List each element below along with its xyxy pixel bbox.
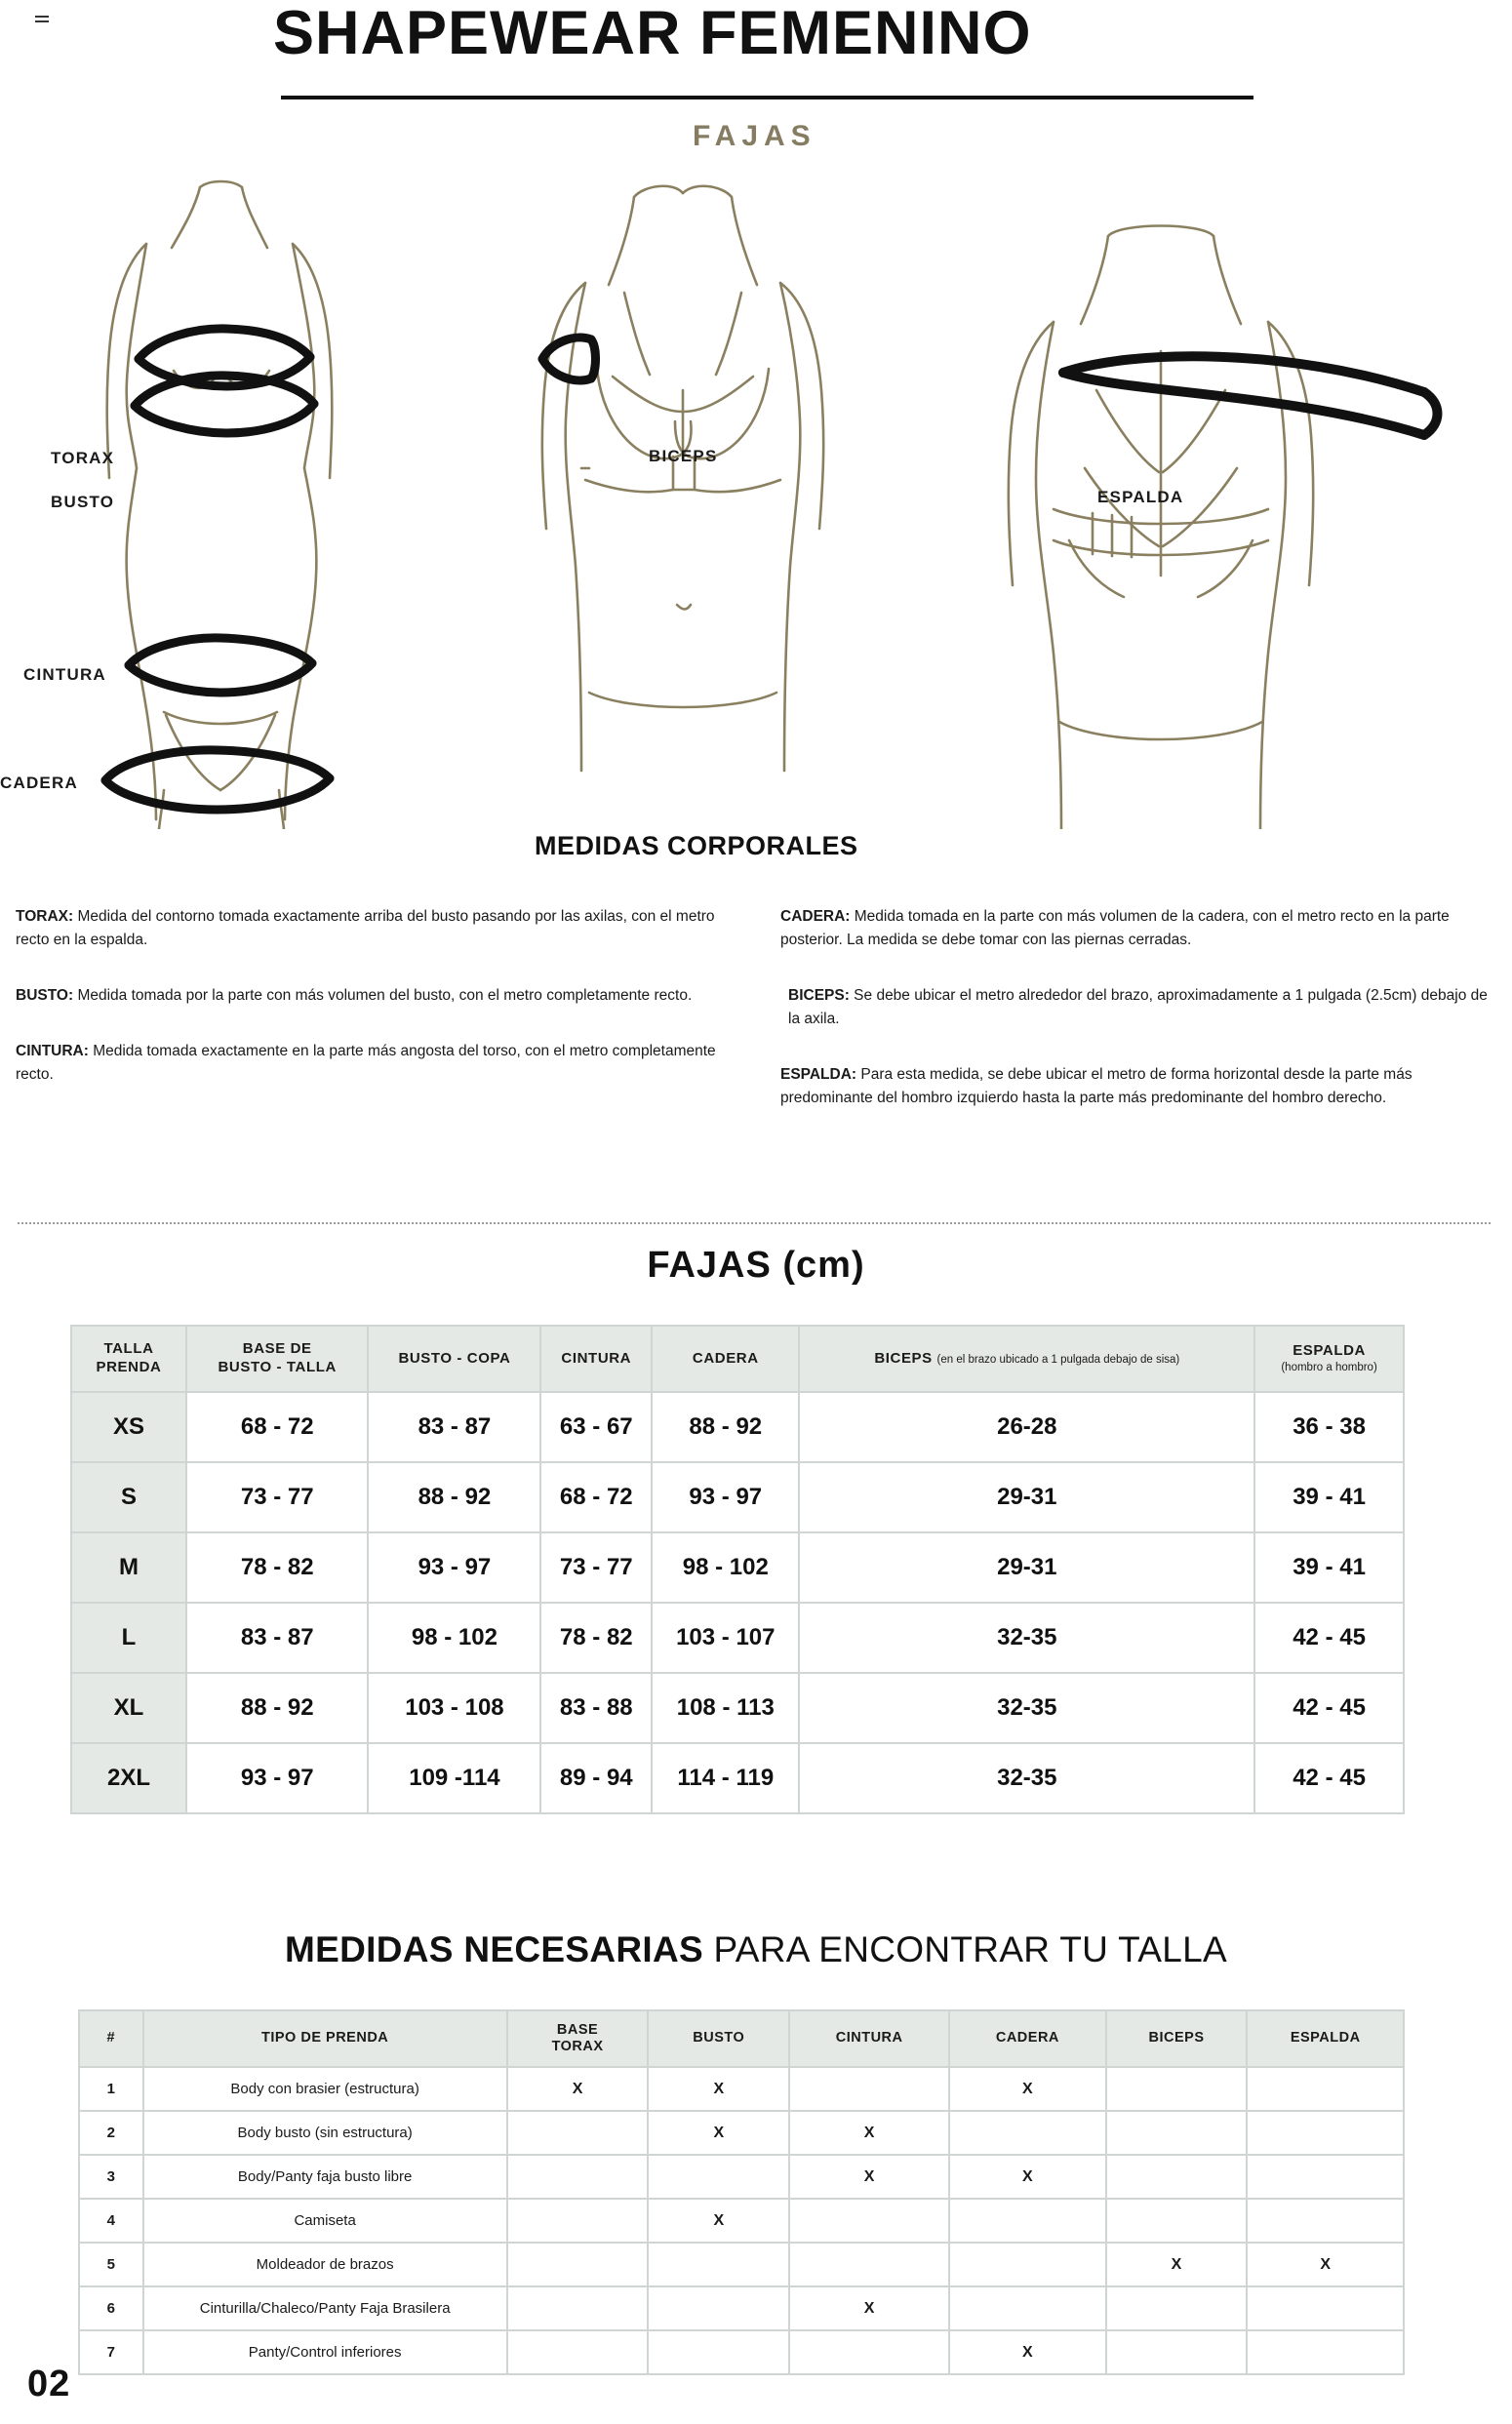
mark-torax (507, 2111, 649, 2155)
definition-torax-term: TORAX: (16, 908, 74, 925)
cadera-cell: 108 - 113 (652, 1673, 799, 1743)
size-cell: XL (71, 1673, 186, 1743)
mark-cintura (789, 2330, 949, 2374)
mark-cadera: X (949, 2330, 1106, 2374)
espalda-cell: 39 - 41 (1254, 1532, 1404, 1603)
table-row (79, 2286, 1404, 2330)
base-cell: 68 - 72 (186, 1392, 368, 1462)
mark-espalda (1247, 2067, 1404, 2111)
definition-busto-text: Medida tomada por la parte con más volumen del busto, con el metro completamente recto. (73, 987, 693, 1005)
sizes-table-title: FAJAS (cm) (647, 1245, 865, 1286)
garment-name: Body busto (sin estructura) (143, 2111, 507, 2155)
sizes-header-busto-copa: BUSTO - COPA (368, 1326, 540, 1392)
needed-measures-title (0, 1929, 1512, 1970)
mark-busto (648, 2155, 789, 2199)
mark-busto (648, 2243, 789, 2286)
mark-biceps (1106, 2330, 1248, 2374)
page-number: 02 (27, 2364, 71, 2404)
needed-header-base-torax (507, 2010, 649, 2067)
body-illustration (0, 146, 1512, 829)
cadera-cell: 103 - 107 (652, 1603, 799, 1673)
mark-espalda (1247, 2199, 1404, 2243)
table-row (79, 2155, 1404, 2199)
mark-biceps (1106, 2067, 1248, 2111)
mark-cadera (949, 2111, 1106, 2155)
table-row (71, 1462, 1404, 1532)
mark-cadera: X (949, 2067, 1106, 2111)
espalda-cell: 42 - 45 (1254, 1603, 1404, 1673)
label-cadera: CADERA (0, 774, 78, 792)
needed-header-base-l1: BASE (556, 2021, 599, 2038)
size-cell: S (71, 1462, 186, 1532)
biceps-cell: 26-28 (799, 1392, 1254, 1462)
section-divider (18, 1222, 1491, 1224)
page-subtitle: FAJAS (693, 120, 816, 152)
table-row (79, 2330, 1404, 2374)
table-row (79, 2243, 1404, 2286)
body-measures-left-column (16, 905, 737, 1119)
mark-espalda (1247, 2330, 1404, 2374)
mark-torax (507, 2243, 649, 2286)
base-cell: 93 - 97 (186, 1743, 368, 1813)
mark-cintura: X (789, 2286, 949, 2330)
mark-espalda (1247, 2286, 1404, 2330)
espalda-cell: 39 - 41 (1254, 1462, 1404, 1532)
base-cell: 73 - 77 (186, 1462, 368, 1532)
mark-espalda (1247, 2111, 1404, 2155)
needed-header-prenda: TIPO DE PRENDA (143, 2010, 507, 2067)
garment-name: Panty/Control inferiores (143, 2330, 507, 2374)
mark-cintura: X (789, 2111, 949, 2155)
mark-cadera (949, 2199, 1106, 2243)
table-row (71, 1532, 1404, 1603)
sizes-header-biceps-note: (en el brazo ubicado a 1 pulgada debajo de sisa) (936, 1353, 1180, 1366)
label-biceps: BICEPS (649, 447, 718, 465)
row-number: 6 (79, 2286, 143, 2330)
label-torax: TORAX (51, 449, 115, 467)
sizes-table-body (71, 1392, 1404, 1813)
sizes-header-biceps-l1: BICEPS (874, 1349, 933, 1367)
definition-torax-text: Medida del contorno tomada exactamente arriba del busto pasando por las axilas, con el metro recto en la espalda. (16, 908, 715, 949)
garment-name: Body/Panty faja busto libre (143, 2155, 507, 2199)
sizes-header-base-busto (186, 1326, 368, 1392)
mark-espalda: X (1247, 2243, 1404, 2286)
mark-cintura (789, 2243, 949, 2286)
sizes-header-talla-l1: TALLA (103, 1340, 154, 1358)
row-number: 5 (79, 2243, 143, 2286)
mark-cintura: X (789, 2155, 949, 2199)
cadera-cell: 114 - 119 (652, 1743, 799, 1813)
table-row (79, 2111, 1404, 2155)
needed-header-espalda: ESPALDA (1247, 2010, 1404, 2067)
mark-cadera (949, 2243, 1106, 2286)
copa-cell: 109 -114 (368, 1743, 540, 1813)
mark-torax (507, 2330, 649, 2374)
definition-biceps-term: BICEPS: (788, 987, 850, 1005)
biceps-cell: 32-35 (799, 1673, 1254, 1743)
table-row (71, 1743, 1404, 1813)
mark-biceps (1106, 2286, 1248, 2330)
mark-cadera: X (949, 2155, 1106, 2199)
definition-cadera-text: Medida tomada en la parte con más volumen de la cadera, con el metro recto en la parte posterior. La medida se debe tomar con las piernas cerradas. (780, 908, 1450, 949)
sizes-header-cintura: CINTURA (540, 1326, 652, 1392)
sizes-header-cadera: CADERA (652, 1326, 799, 1392)
mark-biceps (1106, 2155, 1248, 2199)
mark-biceps: X (1106, 2243, 1248, 2286)
label-busto: BUSTO (51, 493, 115, 511)
garment-name: Cinturilla/Chaleco/Panty Faja Brasilera (143, 2286, 507, 2330)
cintura-cell: 68 - 72 (540, 1462, 652, 1532)
size-cell: 2XL (71, 1743, 186, 1813)
garment-name: Moldeador de brazos (143, 2243, 507, 2286)
size-cell: M (71, 1532, 186, 1603)
cadera-cell: 98 - 102 (652, 1532, 799, 1603)
needed-measures-title-bold: MEDIDAS NECESARIAS (285, 1929, 703, 1969)
sizes-header-espalda (1254, 1326, 1404, 1392)
cintura-cell: 89 - 94 (540, 1743, 652, 1813)
body-measures-title: MEDIDAS CORPORALES (535, 831, 858, 860)
definition-espalda (780, 1063, 1502, 1110)
row-number: 7 (79, 2330, 143, 2374)
table-row (71, 1392, 1404, 1462)
definition-cadera (780, 905, 1502, 952)
needed-header-biceps: BICEPS (1106, 2010, 1248, 2067)
biceps-cell: 32-35 (799, 1603, 1254, 1673)
cintura-cell: 78 - 82 (540, 1603, 652, 1673)
definition-busto-term: BUSTO: (16, 987, 74, 1005)
needed-table-header-row (79, 2010, 1404, 2067)
needed-header-cintura: CINTURA (789, 2010, 949, 2067)
mark-busto (648, 2330, 789, 2374)
copa-cell: 93 - 97 (368, 1532, 540, 1603)
sizes-header-base-l2: BUSTO - TALLA (218, 1359, 337, 1375)
definition-cintura-term: CINTURA: (16, 1043, 89, 1060)
base-cell: 78 - 82 (186, 1532, 368, 1603)
definition-espalda-term: ESPALDA: (780, 1066, 857, 1084)
size-cell: XS (71, 1392, 186, 1462)
espalda-cell: 36 - 38 (1254, 1392, 1404, 1462)
row-number: 1 (79, 2067, 143, 2111)
base-cell: 83 - 87 (186, 1603, 368, 1673)
needed-header-base-l2: TORAX (551, 2039, 604, 2054)
sizes-header-talla (71, 1326, 186, 1392)
mark-torax: X (507, 2067, 649, 2111)
espalda-cell: 42 - 45 (1254, 1743, 1404, 1813)
base-cell: 88 - 92 (186, 1673, 368, 1743)
mark-busto: X (648, 2199, 789, 2243)
definition-espalda-text: Para esta medida, se debe ubicar el metro de forma horizontal desde la parte más predominante del hombro izquierdo hasta la parte más predominante del hombro derecho. (780, 1066, 1413, 1107)
label-espalda: ESPALDA (1097, 488, 1184, 506)
definition-torax (16, 905, 737, 952)
garment-name: Body con brasier (estructura) (143, 2067, 507, 2111)
table-row (79, 2199, 1404, 2243)
cintura-cell: 83 - 88 (540, 1673, 652, 1743)
sizes-header-talla-l2: PRENDA (96, 1359, 162, 1375)
copa-cell: 88 - 92 (368, 1462, 540, 1532)
mark-torax (507, 2199, 649, 2243)
label-cintura: CINTURA (23, 665, 106, 684)
mark-cadera (949, 2286, 1106, 2330)
needed-measures-table (78, 2009, 1405, 2375)
definition-cintura (16, 1040, 737, 1087)
row-number: 3 (79, 2155, 143, 2199)
mark-busto (648, 2286, 789, 2330)
size-cell: L (71, 1603, 186, 1673)
mark-cintura (789, 2067, 949, 2111)
garment-name: Camiseta (143, 2199, 507, 2243)
copa-cell: 98 - 102 (368, 1603, 540, 1673)
needed-table-body (79, 2067, 1404, 2374)
definition-biceps-text: Se debe ubicar el metro alrededor del brazo, aproximadamente a 1 pulgada (2.5cm) debajo de la axila. (788, 987, 1488, 1028)
copa-cell: 103 - 108 (368, 1673, 540, 1743)
cadera-cell: 88 - 92 (652, 1392, 799, 1462)
mark-busto: X (648, 2111, 789, 2155)
title-divider (281, 96, 1253, 99)
mark-torax (507, 2155, 649, 2199)
needed-header-busto: BUSTO (648, 2010, 789, 2067)
table-row (79, 2067, 1404, 2111)
definition-biceps (788, 984, 1502, 1031)
mark-espalda (1247, 2155, 1404, 2199)
cintura-cell: 73 - 77 (540, 1532, 652, 1603)
definition-cadera-term: CADERA: (780, 908, 851, 925)
table-row (71, 1673, 1404, 1743)
sizes-header-base-l1: BASE DE (242, 1340, 312, 1358)
sizes-header-biceps (799, 1326, 1254, 1392)
row-number: 4 (79, 2199, 143, 2243)
sizes-header-espalda-l1: ESPALDA (1293, 1342, 1366, 1360)
cintura-cell: 63 - 67 (540, 1392, 652, 1462)
biceps-cell: 29-31 (799, 1462, 1254, 1532)
body-measures-right-column (780, 905, 1502, 1142)
mark-biceps (1106, 2111, 1248, 2155)
cadera-cell: 93 - 97 (652, 1462, 799, 1532)
espalda-cell: 42 - 45 (1254, 1673, 1404, 1743)
corner-mark-icon (35, 16, 49, 23)
mark-biceps (1106, 2199, 1248, 2243)
mark-busto: X (648, 2067, 789, 2111)
sizes-header-espalda-note: (hombro a hombro) (1281, 1361, 1377, 1373)
page-title: SHAPEWEAR FEMENINO (273, 0, 1032, 67)
row-number: 2 (79, 2111, 143, 2155)
needed-header-cadera: CADERA (949, 2010, 1106, 2067)
needed-header-num: # (79, 2010, 143, 2067)
table-row (71, 1603, 1404, 1673)
copa-cell: 83 - 87 (368, 1392, 540, 1462)
mark-cintura (789, 2199, 949, 2243)
definition-cintura-text: Medida tomada exactamente en la parte más angosta del torso, con el metro completamente recto. (16, 1043, 716, 1084)
definition-busto (16, 984, 737, 1008)
sizes-table-header-row (71, 1326, 1404, 1392)
biceps-cell: 29-31 (799, 1532, 1254, 1603)
needed-measures-title-rest: PARA ENCONTRAR TU TALLA (702, 1929, 1227, 1969)
sizes-table (70, 1325, 1405, 1814)
biceps-cell: 32-35 (799, 1743, 1254, 1813)
mark-torax (507, 2286, 649, 2330)
